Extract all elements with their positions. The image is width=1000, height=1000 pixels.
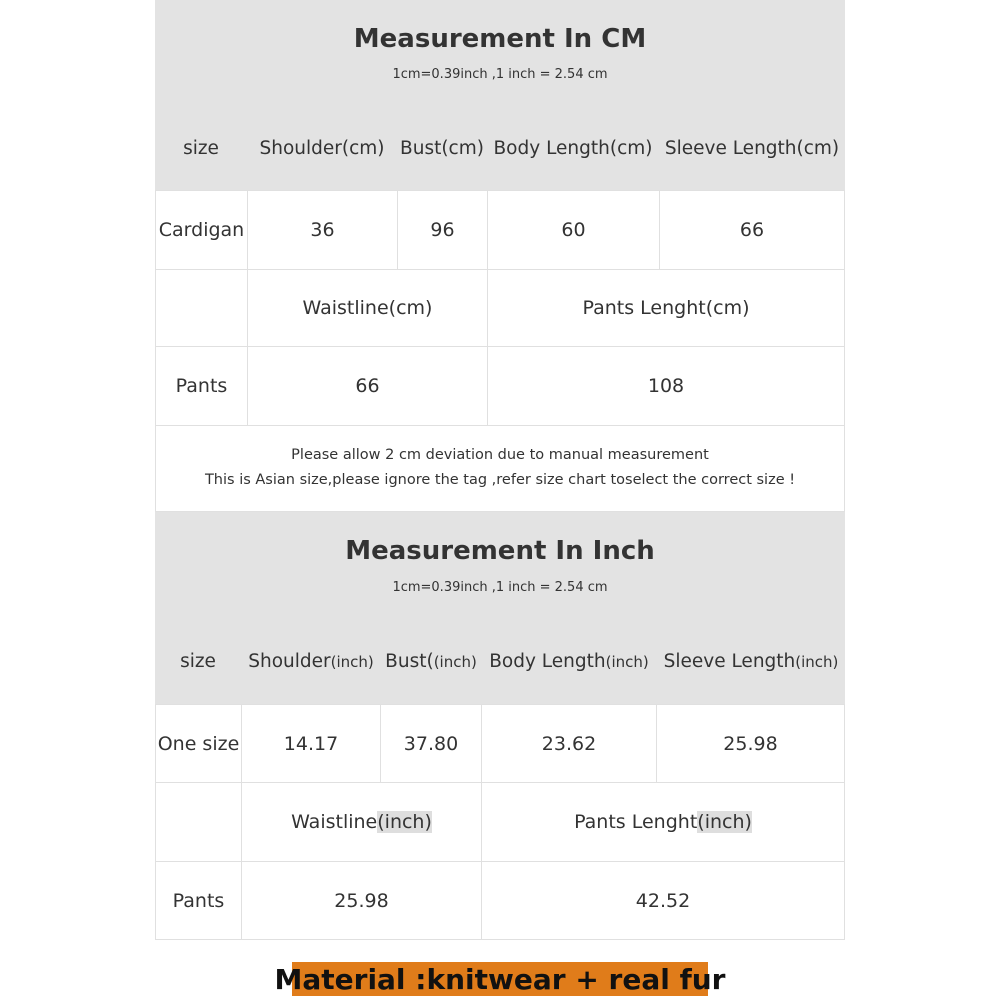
cm-pants-header-length: Pants Lenght(cm) <box>487 269 845 347</box>
cm-pants-waistline: 66 <box>247 346 488 426</box>
inch-header-sleeve-length: Sleeve Length(inch) <box>663 651 839 672</box>
cm-notes-box <box>155 425 845 512</box>
inch-size-label: One size <box>155 704 242 783</box>
inch-pants-header-empty <box>155 782 242 862</box>
cm-header-block <box>155 0 845 190</box>
cm-pants-header-waistline: Waistline(cm) <box>247 269 488 347</box>
cm-header-body-length: Body Length(cm) <box>493 138 653 159</box>
inch-header-size: size <box>180 651 216 672</box>
cm-cardigan-shoulder: 36 <box>247 190 398 270</box>
inch-size-shoulder: 14.17 <box>241 704 381 783</box>
material-label: Material :knitwear + real fur <box>274 962 726 996</box>
inch-size-body-length: 23.62 <box>481 704 657 783</box>
inch-size-bust: 37.80 <box>380 704 482 783</box>
inch-pants-header-waistline: Waistline (inch) <box>241 782 482 862</box>
inch-title: Measurement In Inch <box>345 536 655 566</box>
cm-cardigan-body-length: 60 <box>487 190 660 270</box>
cm-pants-length: 108 <box>487 346 845 426</box>
cm-table <box>155 190 845 512</box>
inch-header-body-length: Body Length(inch) <box>489 651 649 672</box>
inch-conversion-note: 1cm=0.39inch ,1 inch = 2.54 cm <box>392 580 608 595</box>
inch-pants-label: Pants <box>155 861 242 940</box>
inch-pants-header-length: Pants Lenght (inch) <box>481 782 845 862</box>
inch-header-block <box>155 512 845 704</box>
inch-table <box>155 704 845 940</box>
inch-pants-waistline: 25.98 <box>241 861 482 940</box>
cm-pants-label: Pants <box>155 346 248 426</box>
cm-header-sleeve-length: Sleeve Length(cm) <box>664 138 840 159</box>
inch-size-sleeve-length: 25.98 <box>656 704 845 783</box>
inch-size-chart <box>155 512 845 940</box>
inch-pants-length: 42.52 <box>481 861 845 940</box>
cm-cardigan-label: Cardigan <box>155 190 248 270</box>
cm-header-bust: Bust(cm) <box>400 138 484 159</box>
cm-pants-header-empty <box>155 269 248 347</box>
cm-cardigan-bust: 96 <box>397 190 488 270</box>
cm-cardigan-sleeve-length: 66 <box>659 190 845 270</box>
cm-size-chart <box>155 0 845 512</box>
cm-conversion-note: 1cm=0.39inch ,1 inch = 2.54 cm <box>392 67 608 82</box>
asian-size-note: This is Asian size,please ignore the tag ,refer size chart toselect the correct size ! <box>204 472 796 488</box>
cm-header-shoulder: Shoulder(cm) <box>259 138 385 159</box>
cm-title: Measurement In CM <box>353 24 647 54</box>
inch-header-bust: Bust((inch) <box>385 651 477 672</box>
inch-header-shoulder: Shoulder(inch) <box>248 651 374 672</box>
cm-header-size: size <box>183 138 219 159</box>
deviation-note: Please allow 2 cm deviation due to manual measurement <box>291 447 709 463</box>
